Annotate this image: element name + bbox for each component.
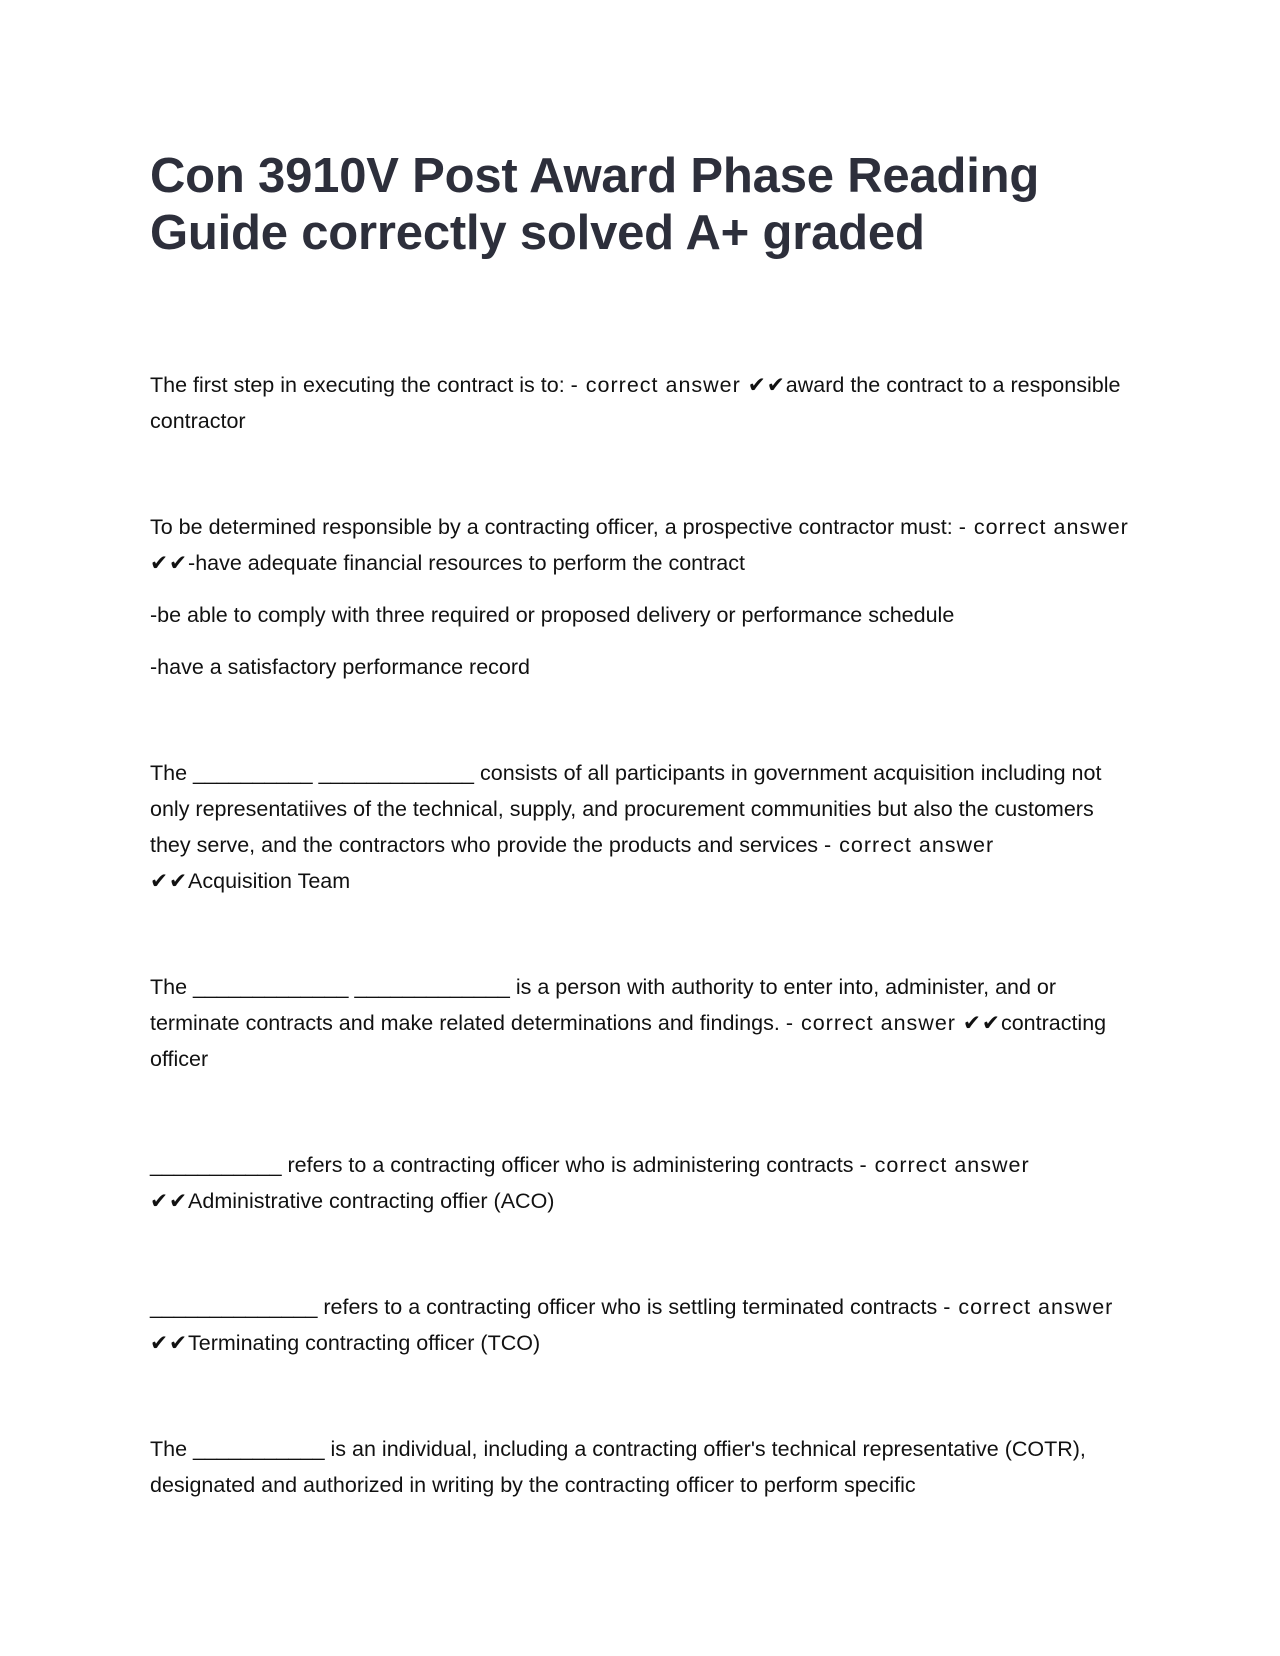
answer-marker: - correct answer ✔✔ [150,1153,1030,1213]
answer-marker: - correct answer ✔✔ [785,1011,1001,1035]
document-page [150,148,1140,1573]
document-title: Con 3910V Post Award Phase Reading Guide correctly solved A+ graded [150,149,1040,260]
answer-continuation: -be able to comply with three required or proposed delivery or performance schedule [150,603,955,627]
answer-marker: - correct answer ✔✔ [150,833,995,893]
question-text: The first step in executing the contract is to: [150,373,565,397]
question-text: ___________ refers to a contracting officer who is administering contracts [150,1153,854,1177]
qa-item-7 [150,1431,1140,1503]
qa-line [150,969,1140,1077]
question-text: The _____________ _____________ is a person with authority to enter into, administer, and or terminate contracts and make related determinations and findings. [150,975,1057,1035]
answer-marker: - correct answer ✔✔ [150,1295,1114,1355]
qa-item-3 [150,755,1140,899]
qa-line [150,1431,1140,1503]
qa-item-4 [150,969,1140,1077]
answer-text: award the contract to a responsible contractor [150,373,1121,433]
qa-item-2 [150,509,1140,685]
qa-line [150,1289,1140,1361]
answer-text: -have adequate financial resources to perform the contract [188,551,745,575]
qa-item-6 [150,1289,1140,1361]
answer-marker: - correct answer ✔✔ [150,515,1129,575]
answer-continuation: -have a satisfactory performance record [150,655,530,679]
question-text: ______________ refers to a contracting officer who is settling terminated contracts [150,1295,938,1319]
question-text: To be determined responsible by a contracting officer, a prospective contractor must: [150,515,953,539]
question-text: The ___________ is an individual, including a contracting offier's technical representative (COTR), designated and authorized in writing by the contracting officer to perform specific [150,1437,1086,1497]
answer-text: contracting officer [150,1011,1107,1071]
qa-item-5 [150,1147,1140,1219]
qa-line [150,509,1140,581]
qa-line [150,755,1140,899]
question-text: The __________ _____________ consists of all participants in government acquisition including not only representatiives of the technical, supply, and procurement communities but also the customers they serve, and the contractors who provide the products and services [150,761,1102,857]
answer-text: Administrative contracting offier (ACO) [188,1189,555,1213]
qa-line [150,367,1140,439]
answer-text: Acquisition Team [188,869,351,893]
qa-item-1 [150,367,1140,439]
qa-line [150,1147,1140,1219]
answer-text: Terminating contracting officer (TCO) [188,1331,541,1355]
answer-marker: - correct answer ✔✔ [570,373,786,397]
